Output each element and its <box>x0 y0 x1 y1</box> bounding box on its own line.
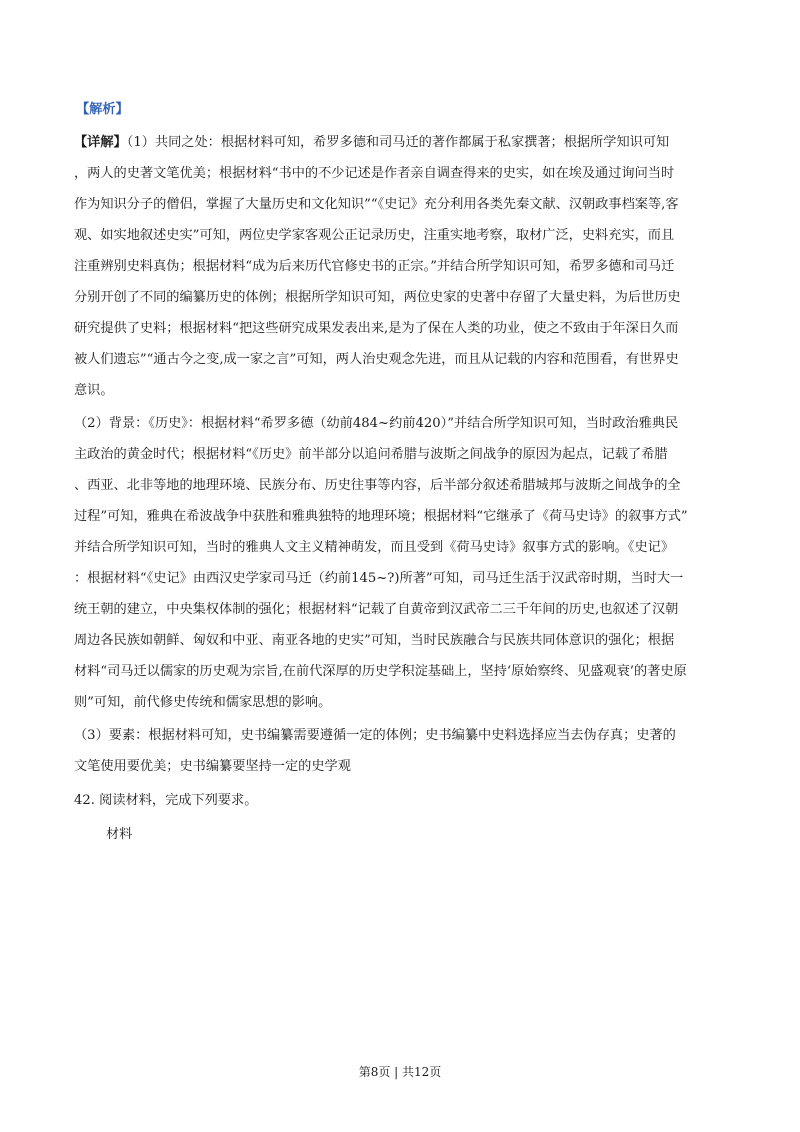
paragraph2-line-5: 并结合所学知识可知，当时的雅典人文主义精神萌发，而且受到《荷马史诗》叙事方式的影响。《史记》 <box>74 540 675 555</box>
paragraph2-line-3: 、西亚、北非等地的地理环境、民族分布、历史往事等内容，后半部分叙述希腊城邦与波斯之间战争的全 <box>74 478 681 493</box>
paragraph1-line-2: ，两人的史著文笔优美；根据材料“书中的不少记述是作者亲自调查得来的史实，如在埃及通过询问当时 <box>74 166 675 181</box>
paragraph2-line-9: 材料“司马迁以儒家的历史观为宗旨,在前代深厚的历史学积淀基础上，坚持‘原始察终、见盛观衰’的著史原 <box>74 664 687 679</box>
paragraph2-line-7: 统王朝的建立，中央集权体制的强化；根据材料“记载了自黄帝到汉武帝二三千年间的历史,也叙述了汉朝 <box>74 602 679 617</box>
paragraph1-line-3: 作为知识分子的僧侣，掌握了大量历史和文化知识”“《史记》充分利用各类先秦文献、汉朝政事档案等,客 <box>74 197 679 212</box>
paragraph1-line-1: 【详解】（1）共同之处：根据材料可知，希罗多德和司马迁的著作都属于私家撰著；根据所学知识可知 <box>74 135 670 150</box>
page-footer: 第8页 | 共12页 <box>358 1065 442 1079</box>
paragraph2-line-1: （2）背景：《历史》：根据材料“希罗多德（幼前484~约前420）”并结合所学知识可知，当时政治雅典民 <box>74 416 679 431</box>
paragraph1-line-4: 观、如实地叙述史实”可知，两位史学家客观公正记录历史，注重实地考察，取材广泛，史料充实，而且 <box>74 228 675 243</box>
paragraph3-line-1: （3）要素：根据材料可知，史书编纂需要遵循一定的体例；史书编纂中史料选择应当去伪存真；史著的 <box>74 728 676 743</box>
paragraph1-line-7: 研究提供了史料；根据材料“把这些研究成果发表出来,是为了保在人类的功业，使之不致由于年深日久而 <box>74 321 679 336</box>
detail-label: 【详解】 <box>74 135 127 150</box>
paragraph3-line-2: 文笔使用要优美；史书编纂要坚持一定的史学观 <box>74 759 351 774</box>
paragraph2-line-2: 主政治的黄金时代；根据材料“《历史》前半部分以追问希腊与波斯之间战争的原因为起点，记载了希腊 <box>74 447 668 462</box>
paragraph2-line-8: 周边各民族如朝鲜、匈奴和中亚、南亚各地的史实”可知，当时民族融合与民族共同体意识的强化；根据 <box>74 633 675 648</box>
paragraph1-line-8: 被人们遗忘”“通古今之变,成一家之言”可知，两人治史观念先进，而且从记载的内容和范围看，有世界史 <box>74 352 679 367</box>
paragraph1-line-5: 注重辨别史料真伪；根据材料“成为后来历代官修史书的正宗。”并结合所学知识可知，希罗多德和司马迁 <box>74 259 675 274</box>
material-label: 材料 <box>106 827 133 842</box>
paragraph2-line-6: ：根据材料“《史记》由西汉史学家司马迁（约前145~?)所著”可知，司马迁生活于汉武帝时期，当时大一 <box>74 571 684 586</box>
paragraph2-line-10: 则”可知，前代修史传统和儒家思想的影响。 <box>74 695 332 710</box>
question-42: 42. 阅读材料，完成下列要求。 <box>74 793 258 808</box>
paragraph1-line-6: 分别开创了不同的编纂历史的体例；根据所学知识可知，两位史家的史著中存留了大量史料，为后世历史 <box>74 290 681 305</box>
analysis-heading: 【解析】 <box>76 102 129 117</box>
paragraph2-line-4: 过程”可知，雅典在希波战争中获胜和雅典独特的地理环境；根据材料“它继承了《荷马史诗》的叙事方式” <box>74 509 688 524</box>
paragraph1-line-9: 意识。 <box>74 383 114 398</box>
